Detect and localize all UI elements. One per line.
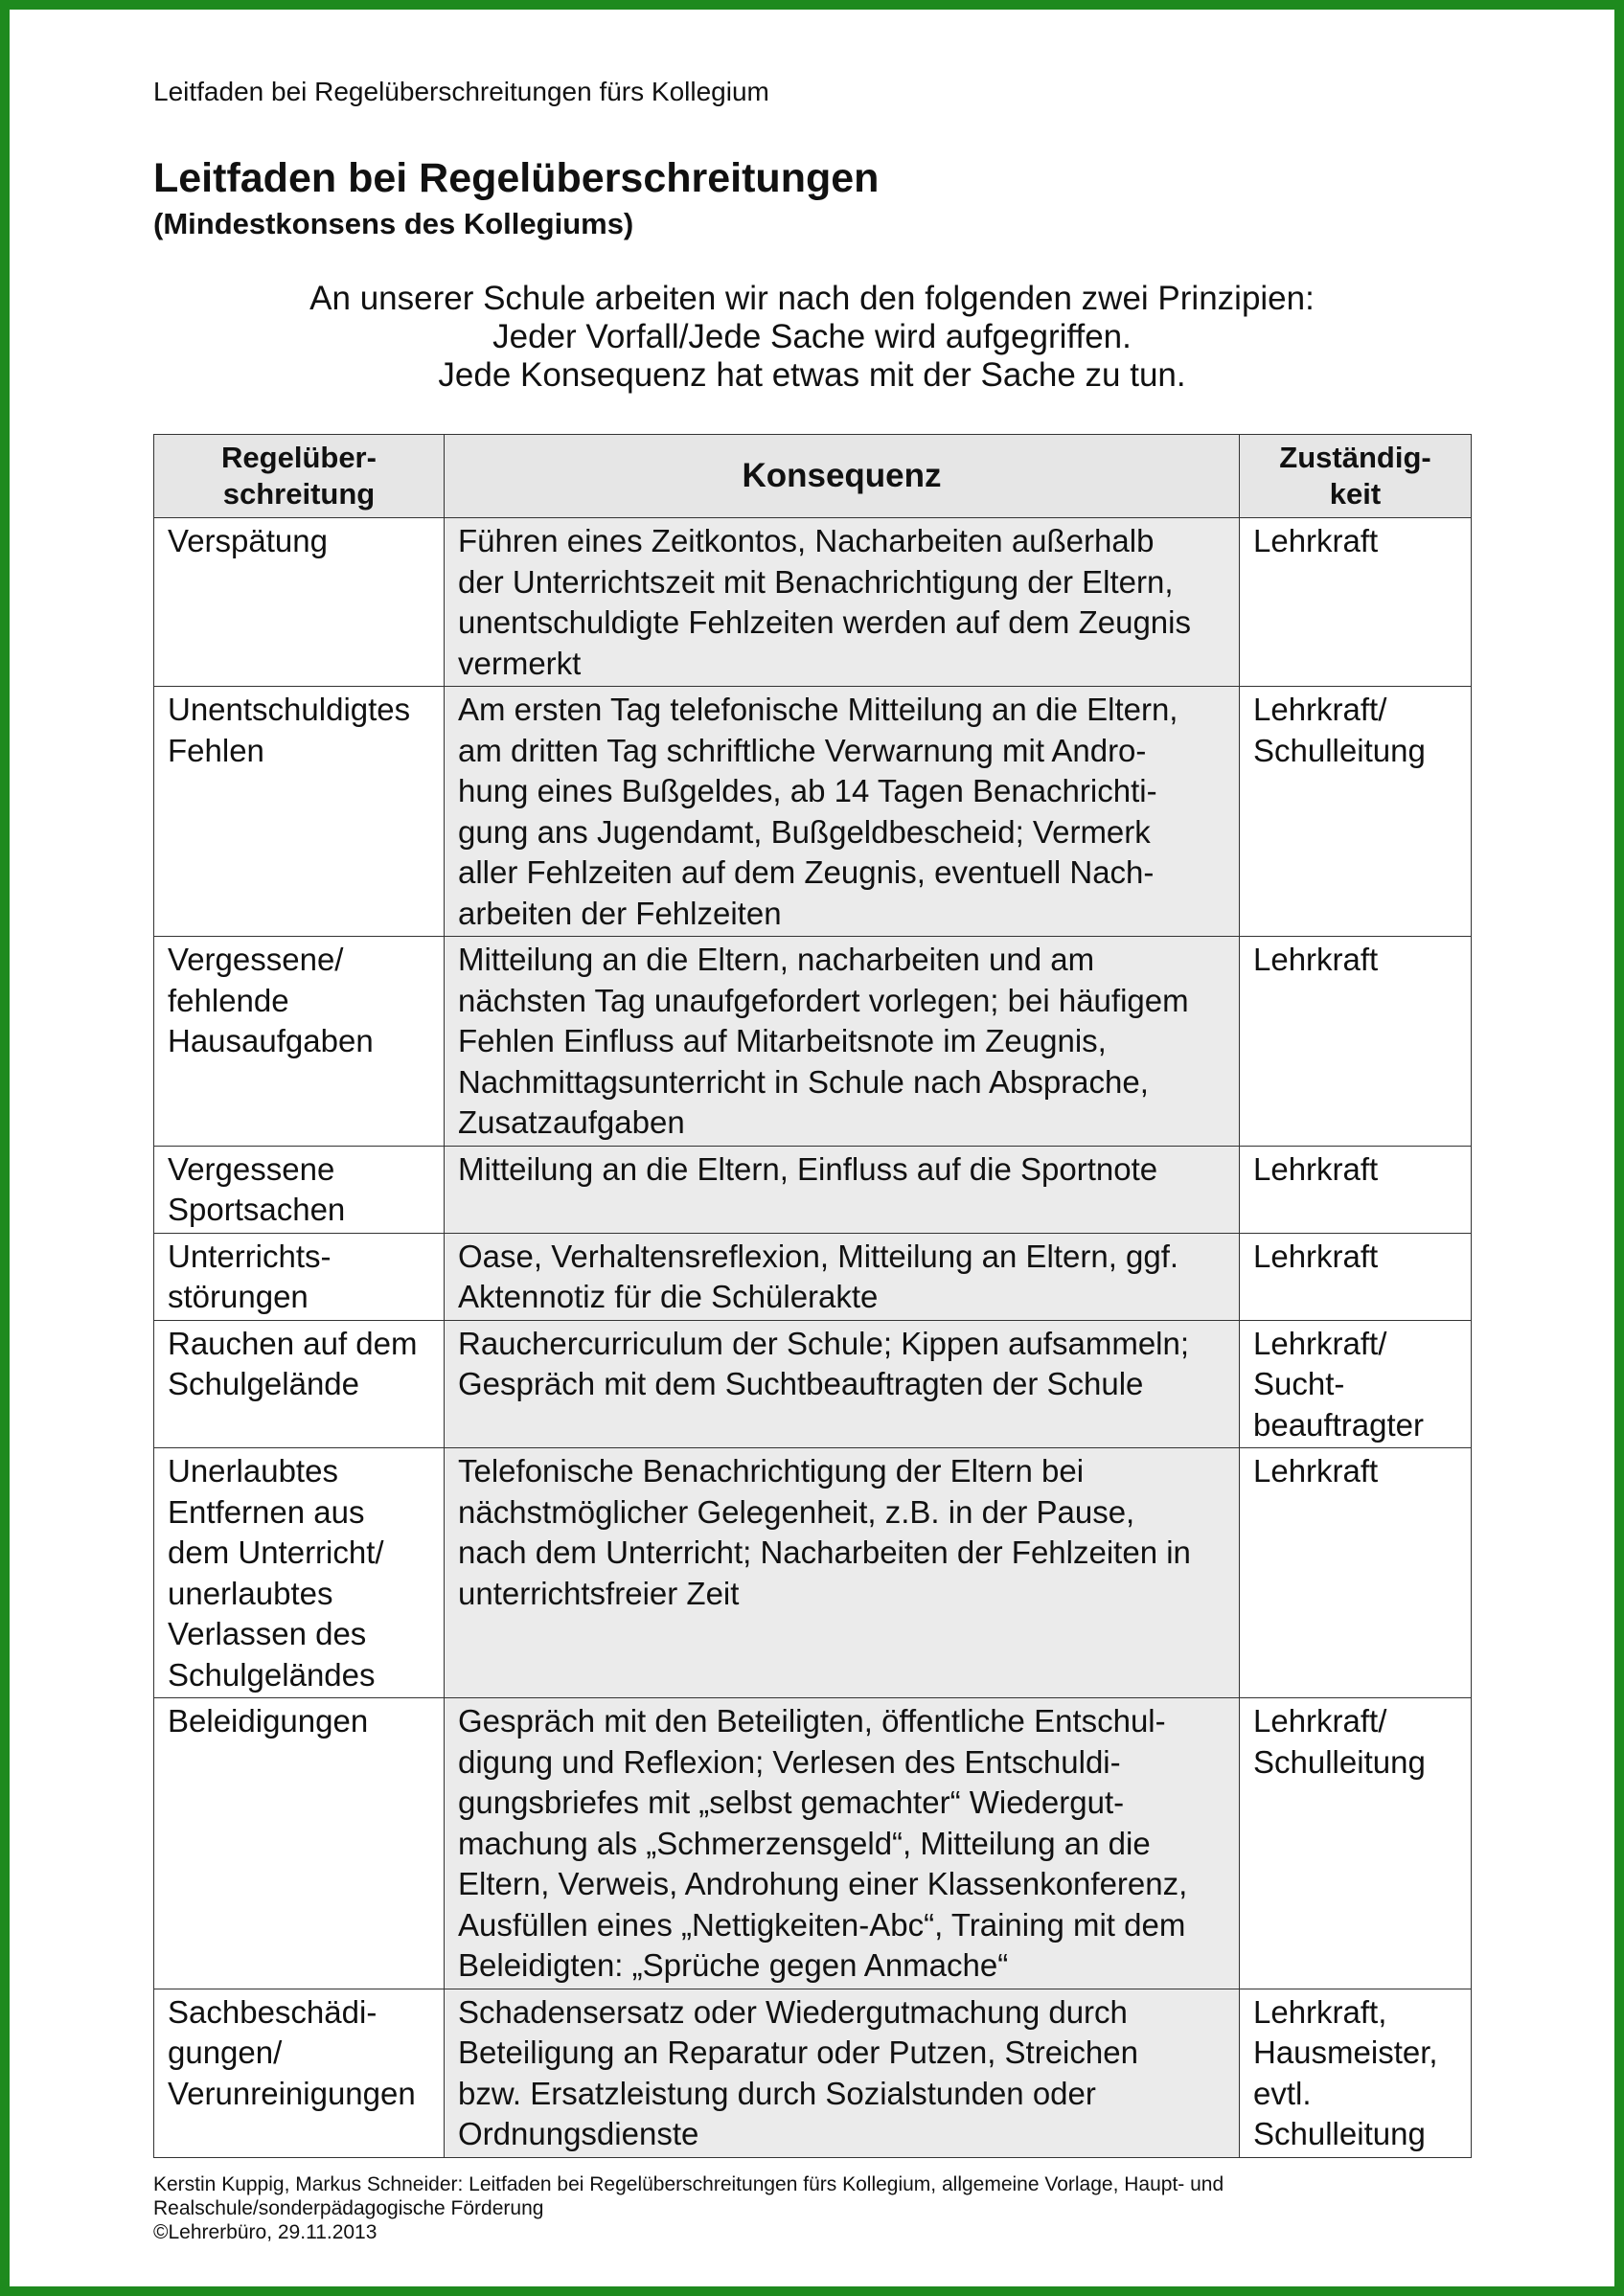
cell-violation: Rauchen auf dem Schulgelände — [154, 1320, 445, 1448]
cell-consequence: Rauchercurriculum der Schule; Kippen aufsammeln; Gespräch mit dem Suchtbeauftragten der Schule — [445, 1320, 1240, 1448]
cell-violation: Vergessene/ fehlende Hausaufgaben — [154, 937, 445, 1147]
cell-responsibility: Lehrkraft, Hausmeister, evtl. Schulleitung — [1240, 1989, 1472, 2157]
page-subtitle: (Mindestkonsens des Kollegiums) — [153, 207, 634, 240]
table-row — [154, 1146, 1472, 1233]
table-header-row — [154, 435, 1472, 518]
cell-violation: Unentschuldigtes Fehlen — [154, 687, 445, 937]
intro-principles — [153, 280, 1471, 395]
cell-consequence: Führen eines Zeitkontos, Nacharbeiten außerhalb der Unterrichtszeit mit Benachrichtigung der Eltern, unentschuldigte Fehlzeiten werden auf dem Zeugnis vermerkt — [445, 518, 1240, 687]
cell-consequence: Gespräch mit den Beteiligten, öffentliche Entschul- digung und Reflexion; Verlesen des Entschuldi- gungsbriefes mit „selbst gemachter“ Wiedergut- machung als „Schmerzensgeld“, Mitteilung an die Eltern, Verweis, Androhung einer Klassenkonferenz, Ausfüllen eines „Nettigkeiten-Abc“, Training mit dem Beleidigten: „Sprüche gegen Anmache“ — [445, 1698, 1240, 1989]
cell-responsibility: Lehrkraft — [1240, 937, 1472, 1147]
cell-consequence: Mitteilung an die Eltern, nacharbeiten und am nächsten Tag unaufgefordert vorlegen; bei häufigem Fehlen Einfluss auf Mitarbeitsnote im Zeugnis, Nachmittagsunterricht in Schule nach Absprache, Zusatzaufgaben — [445, 937, 1240, 1147]
cell-responsibility: Lehrkraft — [1240, 518, 1472, 687]
cell-consequence: Am ersten Tag telefonische Mitteilung an die Eltern, am dritten Tag schriftliche Verwarnung mit Andro- hung eines Bußgeldes, ab 14 Tagen Benachrichti- gung ans Jugendamt, Bußgeldbescheid; Vermerk aller Fehlzeiten auf dem Zeugnis, eventuell Nach- arbeiten der Fehlzeiten — [445, 687, 1240, 937]
table-row — [154, 1320, 1472, 1448]
table-row — [154, 937, 1472, 1147]
column-header-konsequenz: Konsequenz — [445, 435, 1240, 518]
column-header-regelueberschreitung: Regelüber- schreitung — [154, 435, 445, 518]
cell-consequence: Mitteilung an die Eltern, Einfluss auf die Sportnote — [445, 1146, 1240, 1233]
cell-responsibility: Lehrkraft — [1240, 1448, 1472, 1698]
cell-violation: Verspätung — [154, 518, 445, 687]
table-row — [154, 687, 1472, 937]
cell-violation: Unterrichts- störungen — [154, 1233, 445, 1320]
intro-line: Jede Konsequenz hat etwas mit der Sache zu tun. — [438, 356, 1186, 394]
cell-responsibility: Lehrkraft — [1240, 1146, 1472, 1233]
cell-responsibility: Lehrkraft/ Schulleitung — [1240, 687, 1472, 937]
table-row — [154, 1448, 1472, 1698]
cell-consequence: Schadensersatz oder Wiedergutmachung durch Beteiligung an Reparatur oder Putzen, Streichen bzw. Ersatzleistung durch Sozialstunden oder Ordnungsdienste — [445, 1989, 1240, 2157]
cell-violation: Unerlaubtes Entfernen aus dem Unterricht/ unerlaubtes Verlassen des Schulgeländes — [154, 1448, 445, 1698]
rules-table — [153, 434, 1472, 2158]
column-header-zustaendigkeit: Zuständig- keit — [1240, 435, 1472, 518]
cell-consequence: Telefonische Benachrichtigung der Eltern bei nächstmöglicher Gelegenheit, z.B. in der Pause, nach dem Unterricht; Nacharbeiten der Fehlzeiten in unterrichtsfreier Zeit — [445, 1448, 1240, 1698]
cell-violation: Beleidigungen — [154, 1698, 445, 1989]
table-row — [154, 1698, 1472, 1989]
cell-responsibility: Lehrkraft/ Sucht- beauftragter — [1240, 1320, 1472, 1448]
page-title: Leitfaden bei Regelüberschreitungen — [153, 155, 880, 201]
cell-violation: Vergessene Sportsachen — [154, 1146, 445, 1233]
cell-responsibility: Lehrkraft/ Schulleitung — [1240, 1698, 1472, 1989]
intro-line: An unserer Schule arbeiten wir nach den folgenden zwei Prinzipien: — [309, 280, 1315, 317]
footer-citation: Kerstin Kuppig, Markus Schneider: Leitfaden bei Regelüberschreitungen fürs Kollegium, allgemeine Vorlage, Haupt- und Realschule/sonderpädagogische Förderung ©Lehrerbüro, 29.11.2013 — [153, 2173, 1224, 2243]
cell-responsibility: Lehrkraft — [1240, 1233, 1472, 1320]
table-row — [154, 1233, 1472, 1320]
cell-violation: Sachbeschädi- gungen/ Verunreinigungen — [154, 1989, 445, 2157]
running-header: Leitfaden bei Regelüberschreitungen fürs Kollegium — [153, 77, 769, 106]
table-row — [154, 1989, 1472, 2157]
cell-consequence: Oase, Verhaltensreflexion, Mitteilung an Eltern, ggf. Aktennotiz für die Schülerakte — [445, 1233, 1240, 1320]
intro-line: Jeder Vorfall/Jede Sache wird aufgegriffen. — [492, 318, 1132, 355]
table-row — [154, 518, 1472, 687]
